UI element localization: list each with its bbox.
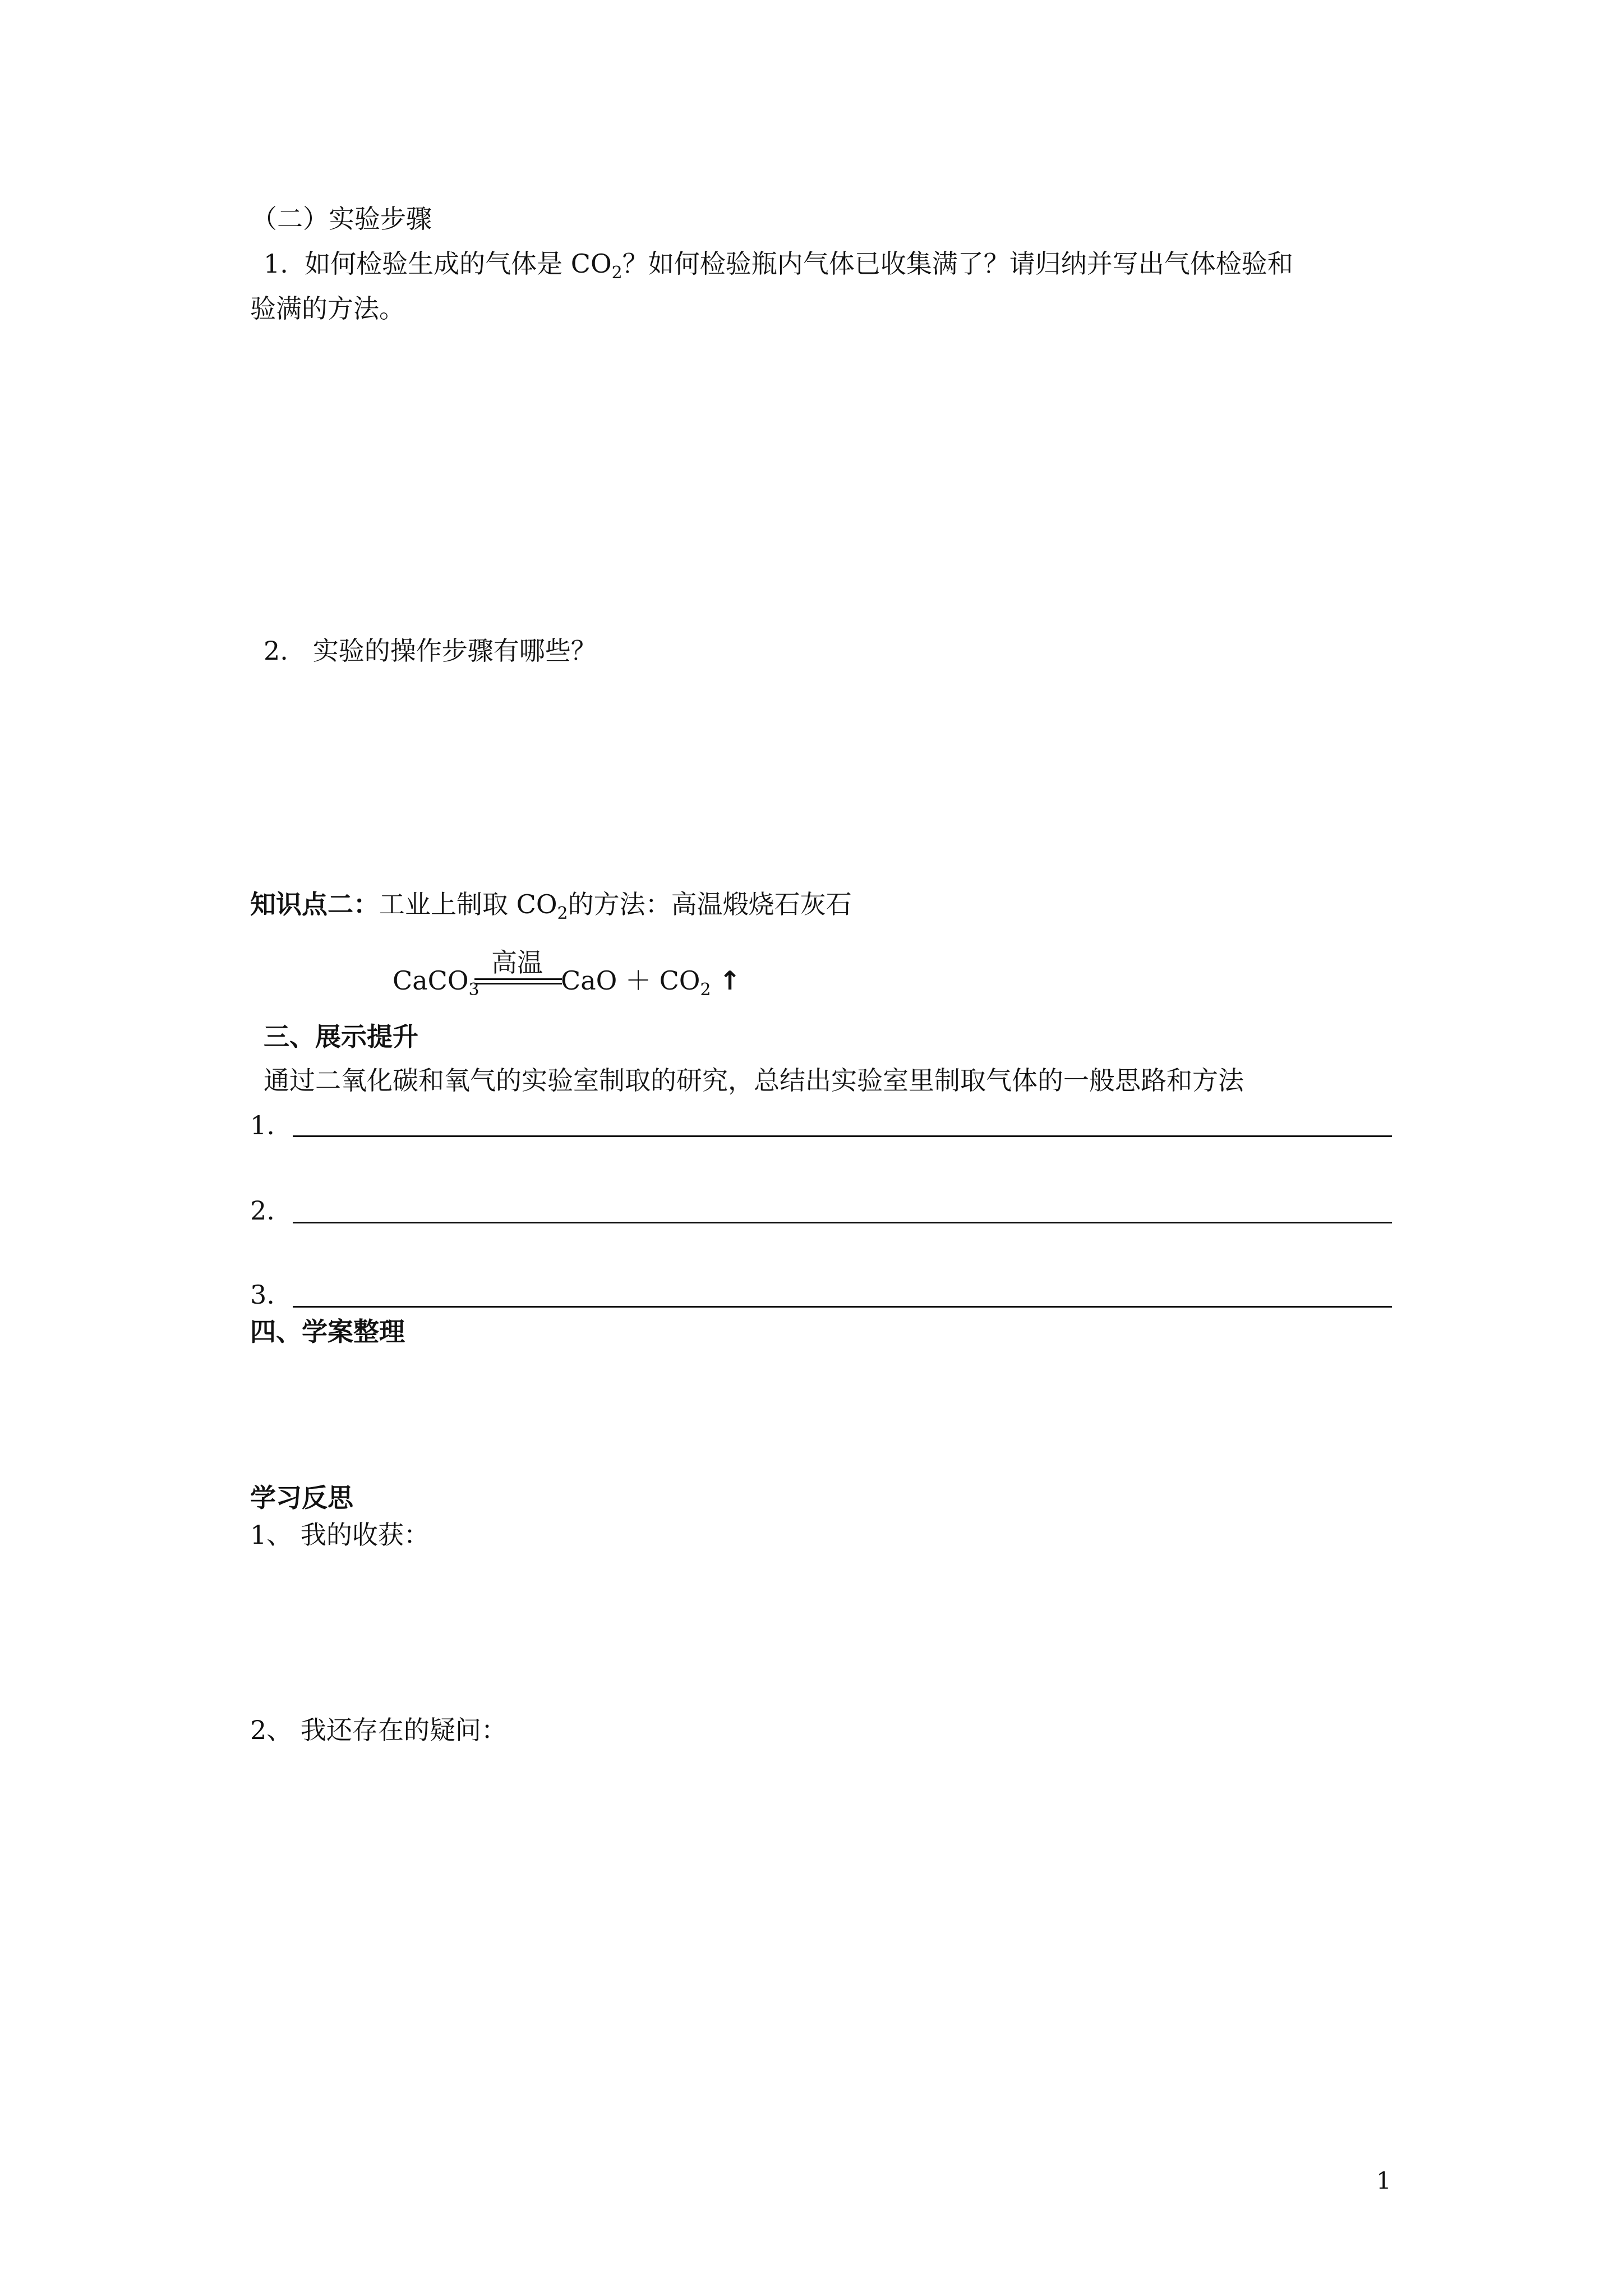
section-4-heading: 四、学案整理 (250, 1317, 405, 1347)
question-1-number: 1. (264, 249, 288, 279)
blank-line-2[interactable] (293, 1222, 1392, 1223)
question-1-text-a: 如何检验生成的气体是 CO (305, 249, 612, 279)
knowledge-point-2-text-b: 的方法：高温煅烧石灰石 (568, 889, 852, 919)
question-1-text-b: ？如何检验瓶内气体已收集满了？请归纳并写出气体检验和 (622, 249, 1293, 279)
blank-line-3[interactable] (293, 1306, 1392, 1308)
section-3-heading: 三、展示提升 (264, 1022, 418, 1052)
equation-bar-bottom (474, 983, 562, 984)
equation-reactant (393, 964, 479, 1007)
section-3-intro: 通过二氧化碳和氧气的实验室制取的研究，总结出实验室里制取气体的一般思路和方法 (264, 1065, 1244, 1096)
blank-1-number: 1. (250, 1110, 275, 1140)
blank-line-1[interactable] (293, 1135, 1392, 1137)
blank-2-number: 2. (250, 1195, 275, 1226)
equation-reactant-formula: CaCO (393, 965, 469, 996)
equation-products-subscript: 2 (700, 980, 711, 1000)
equation-bar-top (474, 978, 562, 980)
reflection-heading: 学习反思 (250, 1483, 353, 1513)
reflection-item-2: 2、 我还存在的疑问： (250, 1715, 507, 1745)
question-2-number: 2. (264, 636, 288, 666)
equation-reactant-subscript: 3 (468, 980, 479, 1000)
knowledge-point-2-label: 知识点二： (250, 889, 379, 919)
equation-products-formula: CaO ＋ CO (561, 965, 700, 996)
knowledge-point-2-text-a: 工业上制取 CO (379, 889, 557, 919)
page-number: 1 (1376, 2167, 1391, 2194)
question-1-subscript: 2 (611, 263, 623, 283)
equation-products (561, 964, 741, 1007)
reflection-item-1: 1、 我的收获： (250, 1520, 430, 1550)
equation-condition: 高温 (491, 947, 543, 978)
section-steps-heading: （二）实验步骤 (251, 204, 432, 234)
question-2-text: 实验的操作步骤有哪些？ (312, 636, 597, 666)
knowledge-point-2-subscript: 2 (557, 904, 568, 923)
gas-arrow-icon: ↑ (719, 965, 741, 996)
blank-3-number: 3. (250, 1280, 275, 1310)
question-1-line2: 验满的方法。 (250, 293, 405, 324)
question-1 (264, 247, 1293, 290)
knowledge-point-2 (250, 887, 852, 931)
question-2 (264, 634, 597, 668)
